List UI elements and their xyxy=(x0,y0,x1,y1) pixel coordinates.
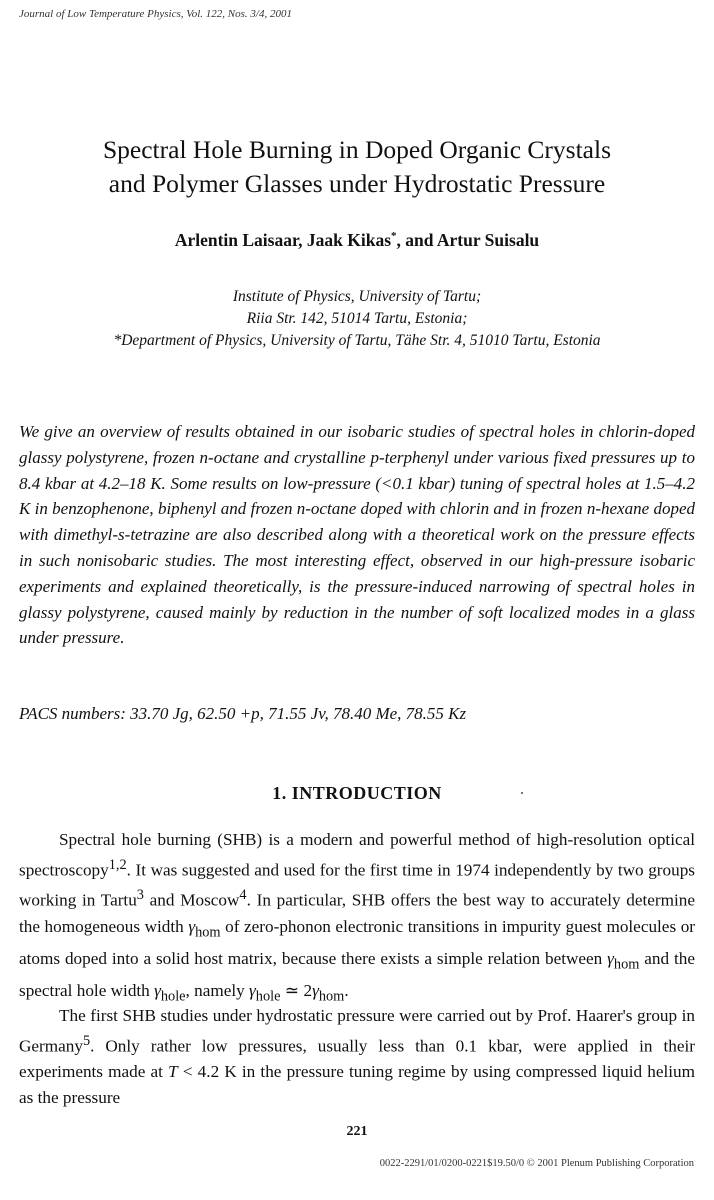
p1-text: . It was suggested and used for the first time in 1974 independently by two groups working in Tartu xyxy=(19,860,695,911)
gamma-subscript: hom xyxy=(318,988,345,1005)
p1-text: . In particular, SHB offers the best way to accurately determine the homogeneous width xyxy=(19,891,695,936)
p1-text: . xyxy=(344,981,349,1001)
gamma-symbol: γ xyxy=(607,949,614,969)
paper-title xyxy=(0,133,714,201)
p1-text: of zero-phonon electronic transitions in impurity guest molecules or atoms doped into a solid host matrix, because there exists a simple relation between xyxy=(19,916,696,969)
copyright-line: 0022-2291/01/0200-0221$19.50/0 © 2001 Plenum Publishing Corporation xyxy=(379,1158,694,1169)
title-line-1: Spectral Hole Burning in Doped Organic Crystals xyxy=(102,135,612,164)
affiliation-line-1: Institute of Physics, University of Tartu; xyxy=(232,288,482,305)
page-number: 221 xyxy=(346,1124,368,1139)
pacs-numbers: PACS numbers: 33.70 Jg, 62.50 +p, 71.55 Jv, 78.40 Me, 78.55 Kz xyxy=(19,704,467,723)
author-3: , and Artur Suisalu xyxy=(396,230,540,250)
p1-text: ≃ 2 xyxy=(280,981,313,1001)
abstract: We give an overview of results obtained in our isobaric studies of spectral holes in chlorin-doped glassy polystyrene, frozen n-octane and crystalline p-terphenyl under various fixed pressures up to 8.4 kbar at 4.2–18 K. Some results on low-pressure (<0.1 kbar) tuning of spectral holes at 1.5–4.2 K in benzophenone, biphenyl and frozen n-octane doped with chlorin and in frozen n-hexane doped with dimethyl-s-tetrazine are also described along with a theoretical work on the pressure effects in such nonisobaric studies. The most interesting effect, observed in our high-pressure isobaric experiments and explained theoretically, is the pressure-induced narrowing of spectral holes in glassy polystyrene, caused mainly by reduction in the number of soft localized modes in a glass under pressure. xyxy=(19,422,695,648)
p1-text: and the spectral hole width xyxy=(19,949,695,1001)
p1-text: Spectral hole burning (SHB) is a modern and powerful method of high-resolution optical spectroscopy xyxy=(19,830,695,880)
p1-text: , namely xyxy=(185,981,250,1001)
p2-text: The first SHB studies under hydrostatic pressure were carried out by Prof. Haarer's group in Germany xyxy=(19,1006,695,1056)
p1-text: and Moscow xyxy=(143,891,240,911)
ref-sup: 1,2 xyxy=(108,856,127,873)
author-2: Jaak Kikas xyxy=(306,230,392,250)
paragraph-2 xyxy=(19,1003,695,1111)
paragraph-1 xyxy=(19,827,695,1011)
p2-text: . Only rather low pressures, usually less than 0.1 kbar, were applied in their experiments made at xyxy=(19,1036,695,1082)
gamma-symbol: γ xyxy=(154,981,161,1001)
affiliation-line-2: Riia Str. 142, 51014 Tartu, Estonia; xyxy=(246,310,468,327)
gamma-symbol: γ xyxy=(188,916,196,936)
author-list xyxy=(0,230,714,251)
gamma-subscript: hole xyxy=(160,988,186,1005)
gamma-subscript: hom xyxy=(613,956,640,973)
scan-speck xyxy=(521,792,523,794)
affiliations xyxy=(0,286,714,352)
affiliation-line-3: *Department of Physics, University of Tartu, Tähe Str. 4, 51010 Tartu, Estonia xyxy=(113,332,601,349)
p2-text: < 4.2 K in the pressure tuning regime by using compressed liquid helium as the pressure xyxy=(19,1062,695,1108)
ref-sup: 3 xyxy=(136,887,144,904)
temperature-symbol: T xyxy=(168,1062,178,1082)
journal-header: Journal of Low Temperature Physics, Vol. 122, Nos. 3/4, 2001 xyxy=(19,8,292,20)
ref-sup: 4 xyxy=(239,887,247,904)
gamma-symbol: γ xyxy=(312,981,319,1001)
section-heading: 1. INTRODUCTION xyxy=(272,783,442,803)
author-2-mark: * xyxy=(391,230,397,243)
title-line-2: and Polymer Glasses under Hydrostatic Pressure xyxy=(108,169,606,198)
gamma-subscript: hole xyxy=(255,988,281,1005)
ref-sup: 5 xyxy=(82,1032,91,1049)
gamma-symbol: γ xyxy=(249,981,256,1001)
gamma-subscript: hom xyxy=(195,924,221,941)
author-1: Arlentin Laisaar, xyxy=(174,230,303,250)
